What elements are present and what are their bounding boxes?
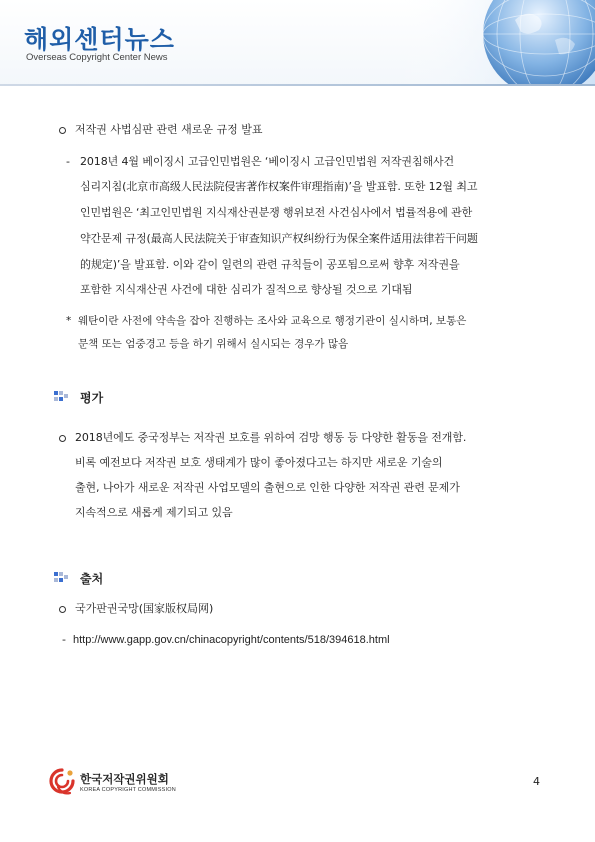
evaluation-line-1: 2018년에도 중국정부는 저작권 보호를 위하여 검망 행동 등 다양한 활동을 전개함. bbox=[75, 431, 467, 444]
circle-bullet-icon bbox=[59, 127, 66, 134]
intro-line-4: 약간문제 규정(最高人民法院关于审查知识产权纠纷行为保全案件适用法律若干问题 bbox=[80, 232, 478, 245]
intro-line-3: 인민법원은 ‘최고인민법원 지식재산권분쟁 행위보전 사건심사에서 법률적용에 관한 bbox=[80, 206, 473, 219]
footnote-mark: * bbox=[66, 315, 72, 327]
newsletter-title: 해외센터뉴스 bbox=[24, 25, 175, 54]
newsletter-subtitle: Overseas Copyright Center News bbox=[26, 52, 168, 63]
intro-line-5: 的规定)’을 발표함. 이와 같이 일련의 관련 규칙들이 공포됨으로써 향후 저작권을 bbox=[80, 258, 460, 271]
org-name-en: KOREA COPYRIGHT COMMISSION bbox=[80, 787, 176, 793]
dash-bullet: - bbox=[62, 633, 66, 646]
source-item: 국가판권국망(国家版权局网) bbox=[75, 602, 214, 615]
evaluation-line-4: 지속적으로 새롭게 제기되고 있음 bbox=[75, 506, 233, 519]
dash-bullet: - bbox=[66, 155, 70, 168]
intro-line-1: 2018년 4월 베이징시 고급인민법원은 ‘베이징시 고급인민법원 저작권침해사건 bbox=[80, 155, 455, 168]
org-name: 한국저작권위원회 bbox=[80, 772, 169, 786]
intro-line-6: 포함한 지식재산권 사건에 대한 심리가 질적으로 향상될 것으로 기대됨 bbox=[80, 283, 413, 296]
section-title-source: 출처 bbox=[80, 572, 104, 586]
evaluation-line-3: 출현, 나아가 새로운 저작권 사업모델의 출현으로 인한 다양한 저작권 관련 문제가 bbox=[75, 481, 460, 494]
section-bullet-icon bbox=[54, 572, 70, 584]
intro-item-label: 저작권 사법심판 관련 새로운 규정 발표 bbox=[75, 123, 263, 136]
source-url-link[interactable]: http://www.gapp.gov.cn/chinacopyright/contents/518/394618.html bbox=[73, 634, 390, 646]
footnote-line-2: 문책 또는 엄중경고 등을 하기 위해서 실시되는 경우가 많음 bbox=[78, 338, 349, 350]
intro-line-2: 심리지침(北京市高级人民法院侵害著作权案件审理指南)’을 발표함. 또한 12월 최고 bbox=[80, 180, 478, 193]
section-title-evaluation: 평가 bbox=[80, 391, 104, 405]
page-number: 4 bbox=[533, 775, 540, 788]
footnote-line-1: 웨탄이란 사전에 약속을 잡아 진행하는 조사와 교육으로 행정기관이 실시하며, 보통은 bbox=[78, 315, 467, 327]
globe-icon bbox=[395, 0, 595, 86]
page-header bbox=[0, 0, 595, 86]
evaluation-line-2: 비록 예전보다 저작권 보호 생태계가 많이 좋아졌다고는 하지만 새로운 기술의 bbox=[75, 456, 443, 469]
circle-bullet-icon bbox=[59, 606, 66, 613]
header-divider bbox=[0, 84, 595, 86]
kcc-logo-icon bbox=[48, 767, 76, 797]
section-bullet-icon bbox=[54, 391, 70, 403]
circle-bullet-icon bbox=[59, 435, 66, 442]
